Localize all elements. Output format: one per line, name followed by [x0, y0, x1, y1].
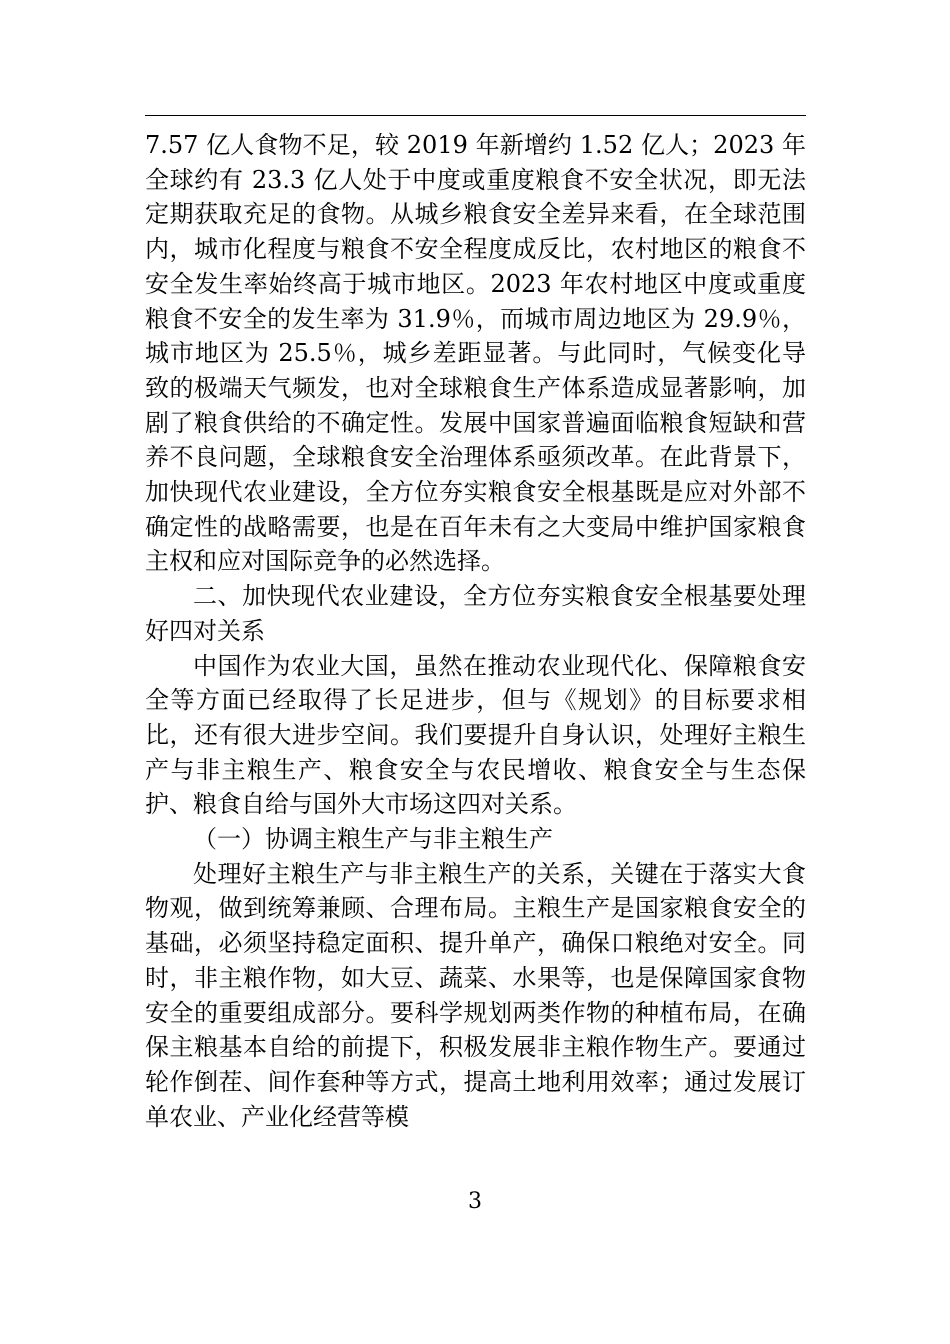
- page-number: 3: [468, 1189, 482, 1214]
- section-heading: 二、加快现代农业建设，全方位夯实粮食安全根基要处理好四对关系: [145, 582, 806, 645]
- page-body: [145, 128, 806, 1134]
- subsection-heading: （一）协调主粮生产与非主粮生产: [193, 825, 553, 854]
- paragraph-continuation: 7.57 亿人食物不足，较 2019 年新增约 1.52 亿人；2023 年全球约有 23.3 亿人处于中度或重度粮食不安全状况，即无法定期获取充足的食物。从城乡粮食安全差异来看，在全球范围内，城市化程度与粮食不安全程度成反比，农村地区的粮食不安全发生率始终高于城市地区。2023 年农村地区中度或重度粮食不安全的发生率为 31.9％，而城市周边地区为 29.9％，城市地区为 25.5％，城乡差距显著。与此同时，气候变化导致的极端天气频发，也对全球粮食生产体系造成显著影响，加剧了粮食供给的不确定性。发展中国家普遍面临粮食短缺和营养不良问题，全球粮食安全治理体系亟须改革。在此背景下，加快现代农业建设，全方位夯实粮食安全根基既是应对外部不确定性的战略需要，也是在百年未有之大变局中维护国家粮食主权和应对国际竞争的必然选择。: [145, 131, 806, 576]
- paragraph-four-relations: 中国作为农业大国，虽然在推动农业现代化、保障粮食安全等方面已经取得了长足进步，但与《规划》的目标要求相比，还有很大进步空间。我们要提升自身认识，处理好主粮生产与非主粮生产、粮食安全与农民增收、粮食安全与生态保护、粮食自给与国外大市场这四对关系。: [145, 651, 806, 819]
- header-rule: [145, 115, 806, 116]
- paragraph-grain-production: 处理好主粮生产与非主粮生产的关系，关键在于落实大食物观，做到统筹兼顾、合理布局。主粮生产是国家粮食安全的基础，必须坚持稳定面积、提升单产，确保口粮绝对安全。同时，非主粮作物，如大豆、蔬菜、水果等，也是保障国家食物安全的重要组成部分。要科学规划两类作物的种植布局，在确保主粮基本自给的前提下，积极发展非主粮作物生产。要通过轮作倒茬、间作套种等方式，提高土地利用效率；通过发展订单农业、产业化经营等模: [145, 859, 806, 1131]
